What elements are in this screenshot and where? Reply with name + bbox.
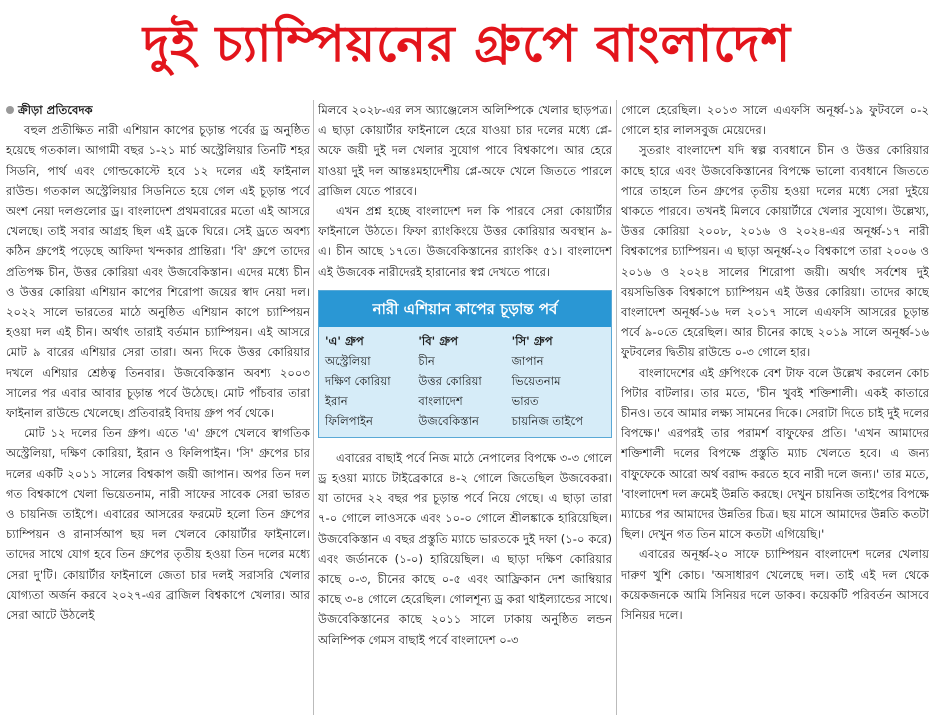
column-rule <box>313 100 314 715</box>
team-name: বাংলাদেশ <box>418 393 463 408</box>
group-heading: 'সি' গ্রুপ <box>511 333 553 348</box>
team-name: উত্তর কোরিয়া <box>418 373 482 388</box>
group-heading: 'এ' গ্রুপ <box>325 333 364 348</box>
headline: দুই চ্যাম্পিয়নের গ্রুপে বাংলাদেশ <box>142 14 792 73</box>
byline-text: ক্রীড়া প্রতিবেদক <box>18 103 93 117</box>
paragraph: বাংলাদেশের এই গ্রুপিংকে বেশ টাফ বলে উল্লেখ করলেন কোচ পিটার বাটলার। তার মতে, 'চীন খুবই শক্তিশালী। একই কাতারে চীনও। তবে আমার লক্ষ্য সামনের দিকে। সেরাটা দিতে চাই দুই দলের বিপক্ষে।' এরপরই তার পরামর্শ বাফুফের প্রতি। 'এখন আমাদের শক্তিশালী দলের বিপক্ষে প্রস্তুতি ম্যাচ খেলতে হবে। এ জন্য বাফুফেকে আরো অর্থ বরাদ্দ করতে হবে নারী দলে জন্য।' তার মতে, 'বাংলাদেশ দল ক্রমেই উন্নতি করছে। দেখুন চায়নিজ তাইপের বিপক্ষে ম্যাচের পর আমাদের উন্নতির চিত্র। ছয় মাসে আমাদের উন্নতি কতটা ছিল। দেখুন গত তিন মাসে কতটা এগিয়েছি।' <box>621 365 929 542</box>
paragraph: বহুল প্রতীক্ষিত নারী এশিয়ান কাপের চূড়ান্ত পর্বের ড্র অনুষ্ঠিত হয়েছে গতকাল। আগামী বছর ১-২১ মার্চ অস্ট্রেলিয়ার তিনটি শহর সিডনি, পার্থ এবং গোল্ডকোস্টে হবে ১২ দলের এই ফাইনাল রাউন্ড। গতকাল অস্ট্রেলিয়ার সিডনিতে হয়ে গেল এই চূড়ান্ত পর্বে অংশ নেয়া দলগুলোর ড্র। বাংলাদেশ প্রথমবারের মতো এই আসরে খেলছে। তাই সবার আগ্রহ ছিল এই ড্রকে ঘিরে। সেই ড্রতে অবশ্য কঠিন গ্রুপেই পড়েছে আফিদা খন্দকার প্রান্তিরা। 'বি' গ্রুপে তাদের প্রতিপক্ষ চীন, উত্তর কোরিয়া এবং উজবেকিস্তান। এদের মধ্যে চীন ও উত্তর কোরিয়া এশিয়ান কাপের শিরোপা জয়ের স্বাদ নেয়া দল। ২০২২ সালে ভারতের মাঠে অনুষ্ঠিত এশিয়ান কাপে চ্যাম্পিয়ন হওয়া দল এই চীন। অর্থাৎ তারাই বর্তমান চ্যাম্পিয়ন। এই আসরে মোট ৯ বারের এশিয়ার সেরা তারা। অন্য দিকে উত্তর কোরিয়ার দখলে এশিয়ার শ্রেষ্ঠত্ব তিনবার। উজবেকিস্তান অবশ্য ২০০৩ সালের পর এবার আবার চূড়ান্ত পর্বে উঠেছে। মোট পাঁচবার তারা ফাইনাল রাউন্ডে খেলেছে। প্রতিবারই বিদায় গ্রুপ পর্ব থেকে। <box>6 123 310 421</box>
paragraph: গোলে হেরেছিল। ২০১৩ সালে এএফসি অনূর্ধ্ব-১৯ ফুটবলে ০-২ গোলে হার লালসবুজ মেয়েদের। <box>621 103 929 138</box>
team-name: দক্ষিণ কোরিয়া <box>325 373 391 388</box>
group-a <box>325 331 418 431</box>
team-name: ইরান <box>325 393 348 408</box>
team-name: ফিলিপাইন <box>325 413 373 428</box>
column-2 <box>318 100 612 718</box>
team-name: অস্ট্রেলিয়া <box>325 353 371 368</box>
paragraph: মিলবে ২০২৮-এর লস অ্যাঞ্জেলেস অলিম্পিকে খেলার ছাড়পত্র। এ ছাড়া কোয়ার্টার ফাইনালে হেরে যাওয়া চার দলের মধ্যে প্লে-অফে জয়ী দুই দল খেলার সুযোগ পাবে বিশ্বকাপে। আর হেরে যাওয়া দুই দল আন্তঃমহাদেশীয় প্লে-অফে খেলে জিততে পারলে ব্রাজিল যেতে পারবে। <box>318 103 612 198</box>
groups-box-body <box>319 327 611 437</box>
group-c <box>512 331 605 431</box>
paragraph: এবারের বাছাই পর্বে নিজ মাঠে নেপালের বিপক্ষে ৩-৩ গোলে ড্র হওয়া ম্যাচে টাইব্রেকারে ৪-২ গোলে জিতেছিল উজবেকরা। যা তাদের ২২ বছর পর চূড়ান্ত পর্বে নিয়ে গেছে। এ ছাড়া তারা ৭-০ গোলে লাওসকে এবং ১০-০ গোলে শ্রীলঙ্কাকে হারিয়েছিল। উজবেকিস্তান এ বছর প্রস্তুতি ম্যাচে ভারতকে দুই দফা (১-০ করে) এবং জর্ডানকে (১-০) হারিয়েছিল। এ ছাড়া দক্ষিণ কোরিয়ার কাছে ০-৩, চীনের কাছে ০-৫ এবং আফ্রিকান দেশ জাম্বিয়ার কাছে ৩-৪ গোলে হেরেছিল। গোলশূন্য ড্র করা থাইল্যান্ডের সাথে। উজবেকিস্তানের কাছে ২০১১ সালে ঢাকায় অনুষ্ঠিত লন্ডন অলিম্পিক গেমস বাছাই পর্বে বাংলাদেশ ০-৩ <box>318 450 612 647</box>
paragraph: সুতরাং বাংলাদেশ যদি স্বল্প ব্যবধানে চীন ও উত্তর কোরিয়ার কাছে হারে এবং উজবেকিস্তানের বিপক্ষে ভালো ব্যবধানে জিততে পারে তাহলে তিন গ্রুপের তৃতীয় হওয়া দলের মধ্যে সেরা দুইয়ে থাকতে পারবে। তখনই মিলবে কোয়ার্টারে খেলার সুযোগ। উল্লেখ্য, উত্তর কোরিয়া ২০০৮, ২০১৬ ও ২০২৪-এর অনূর্ধ্ব-১৭ নারী বিশ্বকাপের চ্যাম্পিয়ন। এ ছাড়া অনূর্ধ্ব-২০ বিশ্বকাপে তারা ২০০৬ ও ২০১৬ ও ২০২৪ সালের শিরোপা জয়ী। অর্থাৎ সর্বশেষ দুই বয়সভিত্তিক বিশ্বকাপে চ্যাম্পিয়ন এই উত্তর কোরিয়া। তাদের কাছে বাংলাদেশ অনূর্ধ্ব-১৬ দল ২০১৭ সালে এএফসি আসরের চূড়ান্ত পর্বে ৯-০তে হেরেছিল। আর চীনের কাছে ২০১৯ সালে অনূর্ধ্ব-১৬ ফুটবলের দ্বিতীয় রাউন্ডে ০-৩ গোলে হার। <box>621 143 929 360</box>
groups-box <box>318 290 612 438</box>
team-name: চায়নিজ তাইপে <box>511 413 584 428</box>
group-heading: 'বি' গ্রুপ <box>418 333 459 348</box>
paragraph: মোট ১২ দলের তিন গ্রুপ। এতে 'এ' গ্রুপে খেলবে স্বাগতিক অস্ট্রেলিয়া, দক্ষিণ কোরিয়া, ইরান ও ফিলিপাইন। 'সি' গ্রুপের চার দলের একটি ২০১১ সালের বিশ্বকাপ জয়ী জাপান। অপর তিন দল গত বিশ্বকাপে খেলা ভিয়েতনাম, নারী সাফের সাবেক সেরা ভারত ও চায়নিজ তাইপে। এবারের আসরের ফরমেট হলো তিন গ্রুপের চ্যাম্পিয়ন ও রানার্সআপ ছয় দল খেলবে কোয়ার্টার ফাইনালে। তাদের সাথে যোগ হবে তিন গ্রুপের তৃতীয় হওয়া তিন দলের মধ্যে সেরা দু'টি। কোয়ার্টার ফাইনালে জেতা চার দলই সরাসরি খেলার যোগ্যতা অর্জন করবে ২০২৭-এর ব্রাজিল বিশ্বকাপে খেলার। আর সেরা আটে উঠলেই <box>6 426 310 623</box>
groups-box-title: নারী এশিয়ান কাপের চূড়ান্ত পর্ব <box>319 291 611 327</box>
column-3 <box>621 100 929 718</box>
paragraph: এখন প্রশ্ন হচ্ছে বাংলাদেশ দল কি পারবে সেরা কোয়ার্টার ফাইনালে উঠতে। ফিফা র‍্যাংকিংয়ে উত্তর কোরিয়ার অবস্থান ৯-এ। চীন আছে ১৭তে। উজবেকিস্তানের র‍্যাংকিং ৫১। বাংলাদেশ এই উজবেক নারীদেরই হারানোর স্বপ্ন দেখতে পারে। <box>318 204 612 279</box>
column-rule <box>616 100 617 715</box>
team-name: জাপান <box>511 353 544 368</box>
column-1 <box>6 100 310 718</box>
team-name: ভারত <box>511 393 539 408</box>
team-name: চীন <box>418 353 435 368</box>
team-name: ভিয়েতনাম <box>511 373 561 388</box>
bullet-icon <box>6 106 14 114</box>
byline <box>6 100 310 120</box>
group-b <box>418 331 511 431</box>
paragraph: এবারের অনূর্ধ্ব-২০ সাফে চ্যাম্পিয়ন বাংলাদেশ দলের খেলায় দারুণ খুশি কোচ। 'অসাধারণ খেলেছে দল। তাই এই দল থেকে কয়েকজনকে আমি সিনিয়র দলে ডাকব। কয়েকটি পরিবর্তন আসবে সিনিয়র দলে। <box>621 547 929 623</box>
team-name: উজবেকিস্তান <box>418 413 479 428</box>
